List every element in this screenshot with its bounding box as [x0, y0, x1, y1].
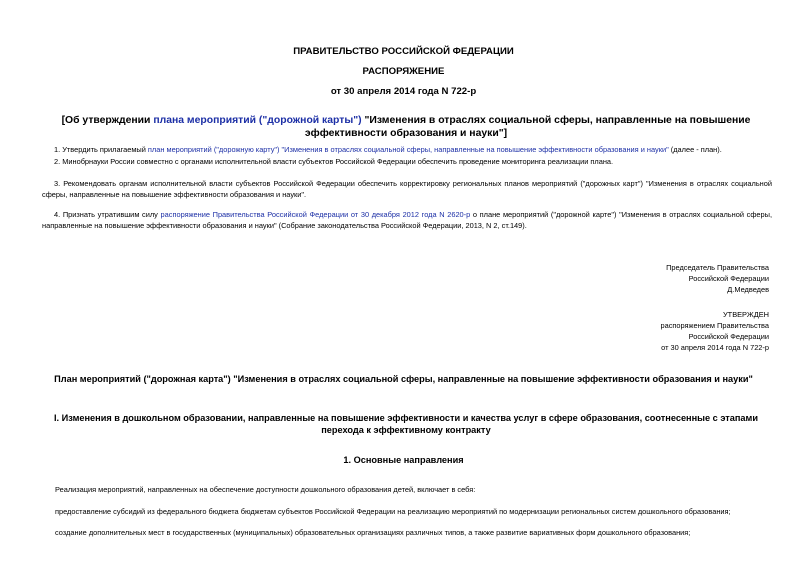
signature-block	[519, 262, 769, 295]
body-paragraph-3: создание дополнительных мест в государственных (муниципальных) образовательных организациях различных типов, а также развитие вариативных форм дошкольного образования;	[55, 528, 691, 537]
org-name: ПРАВИТЕЛЬСТВО РОССИЙСКОЙ ФЕДЕРАЦИИ	[293, 46, 514, 57]
approved-block	[519, 309, 769, 353]
item-1-start: 1. Утвердить прилагаемый	[54, 145, 148, 154]
item-1	[42, 144, 772, 155]
plan-title-link[interactable]: плана мероприятий ("дорожной карты")	[153, 115, 362, 126]
plan-link[interactable]: план мероприятий ("дорожную карту") "Изменения в отраслях социальной сферы, направленные на повышение эффективности образования и науки"	[147, 145, 669, 154]
body-paragraph-2: предоставление субсидий из федерального бюджета бюджетам субъектов Российской Федерации на реализацию мероприятий по модернизации региональных систем дошкольного образования;	[55, 507, 731, 516]
approved-line-3: Российской Федерации	[688, 332, 769, 341]
approved-line-4: от 30 апреля 2014 года N 722-р	[661, 343, 769, 352]
item-1-end: (далее - план).	[668, 145, 722, 154]
doc-type: РАСПОРЯЖЕНИЕ	[362, 66, 445, 77]
order-2620-link[interactable]: распоряжение Правительства Российской Федерации от 30 декабря 2012 года N 2620-р	[160, 210, 471, 219]
plan-title: План мероприятий ("дорожная карта") "Изменения в отраслях социальной сферы, направленные на повышение эффективности образования и науки"	[54, 374, 753, 384]
signature-line-1: Председатель Правительства	[666, 263, 769, 272]
body-paragraph-1: Реализация мероприятий, направленных на обеспечение доступности дошкольного образования детей, включает в себя:	[55, 485, 476, 494]
item-4-end: о плане мероприятий ("дорожной карте") "Изменения в отраслях социальной сферы, направленные на повышение эффективности образования и науки" (Собрание законодательства Российской Федерации, 2013, N 2, ст.149).	[42, 210, 772, 230]
item-3: 3. Рекомендовать органам исполнительной власти субъектов Российской Федерации обеспечить корректировку региональных планов мероприятий ("дорожных карт") "Изменения в отраслях социальной сферы, направленные на повышение эффективности образования и науки".	[42, 179, 772, 199]
item-4	[42, 209, 772, 231]
item-4-start: 4. Признать утратившим силу	[54, 210, 161, 219]
signature-line-3: Д.Медведев	[727, 285, 769, 294]
signature-line-2: Российской Федерации	[688, 274, 769, 283]
title-rest: "Изменения в отраслях социальной сферы, направленные на повышение эффективности образования и науки"]	[304, 115, 751, 139]
doc-title	[36, 114, 776, 140]
subsection-1-heading: 1. Основные направления	[343, 455, 464, 465]
doc-date: от 30 апреля 2014 года N 722-р	[330, 86, 477, 97]
title-open: [Об утверждении	[61, 115, 154, 126]
approved-line-2: распоряжением Правительства	[660, 321, 769, 330]
section-1-heading: I. Изменения в дошкольном образовании, направленные на повышение эффективности и качества услуг в сфере образования, соотнесенные с этапами перехода к эффективному контракту	[53, 413, 758, 435]
approved-line-1: УТВЕРЖДЕН	[722, 310, 769, 319]
item-2: 2. Минобрнауки России совместно с органами исполнительной власти субъектов Российской Федерации обеспечить проведение мониторинга реализации плана.	[54, 157, 614, 166]
